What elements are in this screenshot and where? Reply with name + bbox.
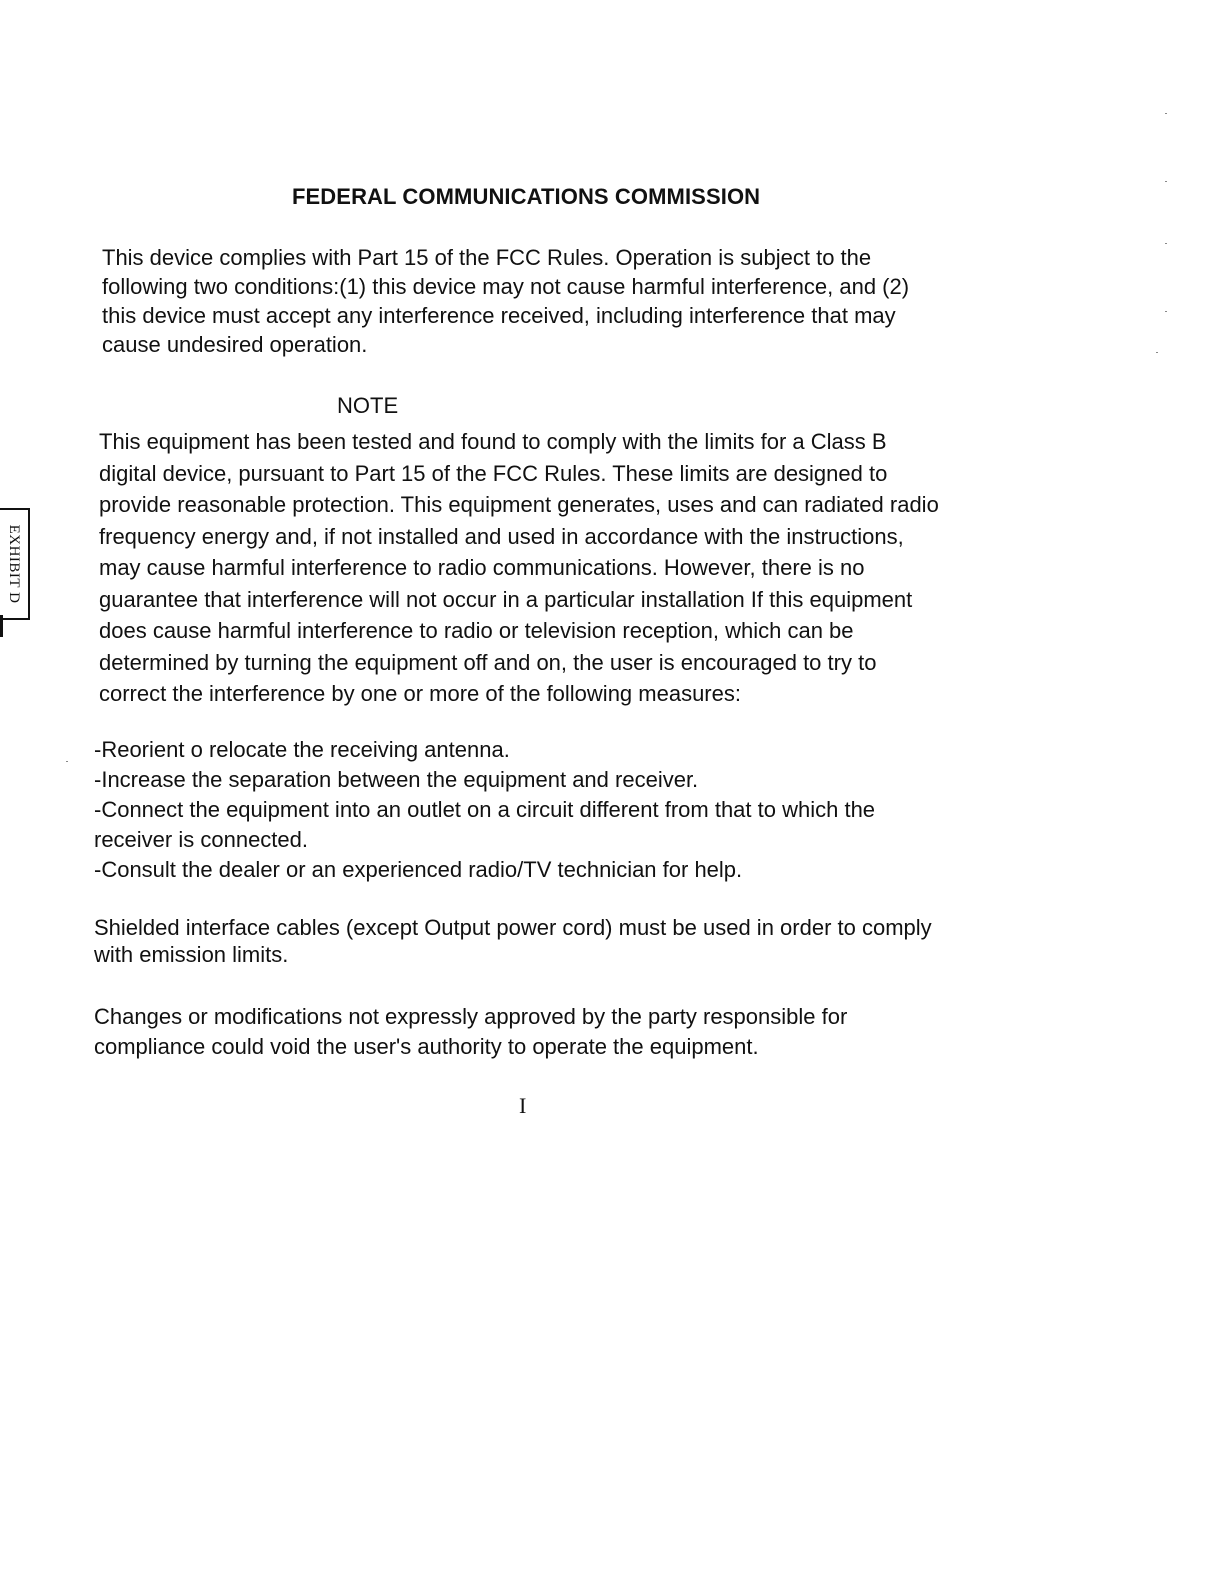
paragraph-line: cause undesired operation. (102, 332, 368, 357)
paragraph-line: Changes or modifications not expressly approved by the party responsible for (94, 1004, 848, 1029)
scan-speck (1165, 113, 1167, 114)
list-item: -Connect the equipment into an outlet on a circuit different from that to which the (94, 797, 876, 822)
paragraph-line: determined by turning the equipment off and on, the user is encouraged to try to (99, 649, 877, 675)
paragraph-line: this device must accept any interference received, including interference that may (102, 303, 896, 328)
paragraph-line: This equipment has been tested and found to comply with the limits for a Class B (99, 429, 887, 454)
document-title: FEDERAL COMMUNICATIONS COMMISSION (292, 184, 761, 209)
paragraph-line: Shielded interface cables (except Output power cord) must be used in order to comply (94, 915, 932, 940)
modifications-paragraph (94, 1002, 847, 1062)
scan-speck (1165, 181, 1167, 182)
paragraph-line: frequency energy and, if not installed and used in accordance with the instructions, (99, 523, 904, 549)
list-item: -Increase the separation between the equipment and receiver. (94, 767, 699, 792)
exhibit-stamp-label: EXHIBIT D (5, 524, 22, 604)
compliance-paragraph (102, 243, 909, 359)
exhibit-stamp-bar (0, 615, 3, 637)
exhibit-stamp (0, 508, 30, 620)
paragraph-line: following two conditions:(1) this device may not cause harmful interference, and (2) (102, 274, 910, 299)
list-item: -Consult the dealer or an experienced radio/TV technician for help. (94, 857, 743, 882)
paragraph-line: with emission limits. (94, 942, 289, 967)
paragraph-line: may cause harmful interference to radio communications. However, there is no (99, 555, 865, 580)
measures-list (94, 735, 875, 885)
scan-speck (66, 761, 68, 762)
paragraph-line: does cause harmful interference to radio or television reception, which can be (99, 618, 854, 643)
list-item: receiver is connected. (94, 827, 308, 852)
paragraph-line: compliance could void the user's authority to operate the equipment. (94, 1034, 759, 1059)
note-heading: NOTE (337, 393, 399, 418)
paragraph-line: guarantee that interference will not occur in a particular installation If this equipment (99, 586, 913, 612)
paragraph-line: provide reasonable protection. This equipment generates, uses and can radiated radio (99, 492, 939, 517)
shielded-cables-paragraph (94, 914, 932, 968)
scan-speck (1156, 352, 1158, 353)
paragraph-line: digital device, pursuant to Part 15 of the FCC Rules. These limits are designed to (99, 460, 888, 486)
scan-speck (1165, 243, 1167, 244)
note-paragraph (99, 426, 939, 710)
paragraph-line: correct the interference by one or more of the following measures: (99, 681, 741, 706)
paragraph-line: This device complies with Part 15 of the FCC Rules. Operation is subject to the (102, 245, 872, 270)
page-number: I (519, 1093, 527, 1118)
list-item: -Reorient o relocate the receiving antenna. (94, 737, 510, 762)
scan-speck (1165, 311, 1167, 312)
